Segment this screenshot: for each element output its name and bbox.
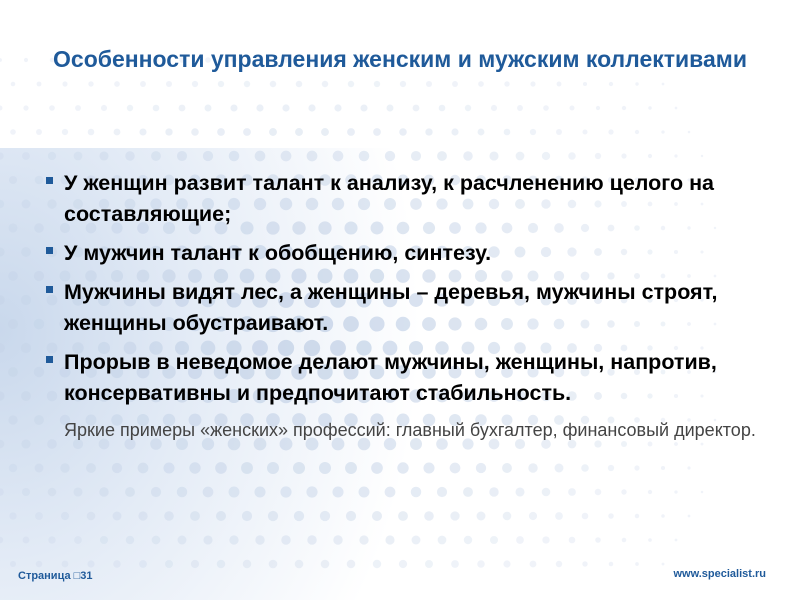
website-link[interactable]: www.specialist.ru: [673, 568, 766, 580]
page-number: Страница □31: [18, 570, 93, 582]
slide-title: Особенности управления женским и мужским коллективами: [53, 46, 747, 72]
square-bullet-icon: [46, 356, 53, 363]
bullet-list: [46, 168, 766, 444]
square-bullet-icon: [46, 177, 53, 184]
bullet-item: [46, 238, 766, 269]
bullet-text: У женщин развит талант к анализу, к расчленению целого на составляющие;: [64, 171, 715, 226]
square-bullet-icon: [46, 247, 53, 254]
bullet-item: [46, 347, 766, 409]
bullet-text: У мужчин талант к обобщению, синтезу.: [64, 241, 492, 265]
bullet-item: [46, 277, 766, 339]
square-bullet-icon: [46, 286, 53, 293]
bullet-item: [46, 168, 766, 230]
bullet-text: Прорыв в неведомое делают мужчины, женщины, напротив, консервативны и предпочитают стабильность.: [64, 350, 717, 405]
bullet-text: Мужчины видят лес, а женщины – деревья, мужчины строят, женщины обустраивают.: [64, 280, 718, 335]
example-note: Яркие примеры «женских» профессий: главный бухгалтер, финансовый директор.: [64, 420, 756, 440]
